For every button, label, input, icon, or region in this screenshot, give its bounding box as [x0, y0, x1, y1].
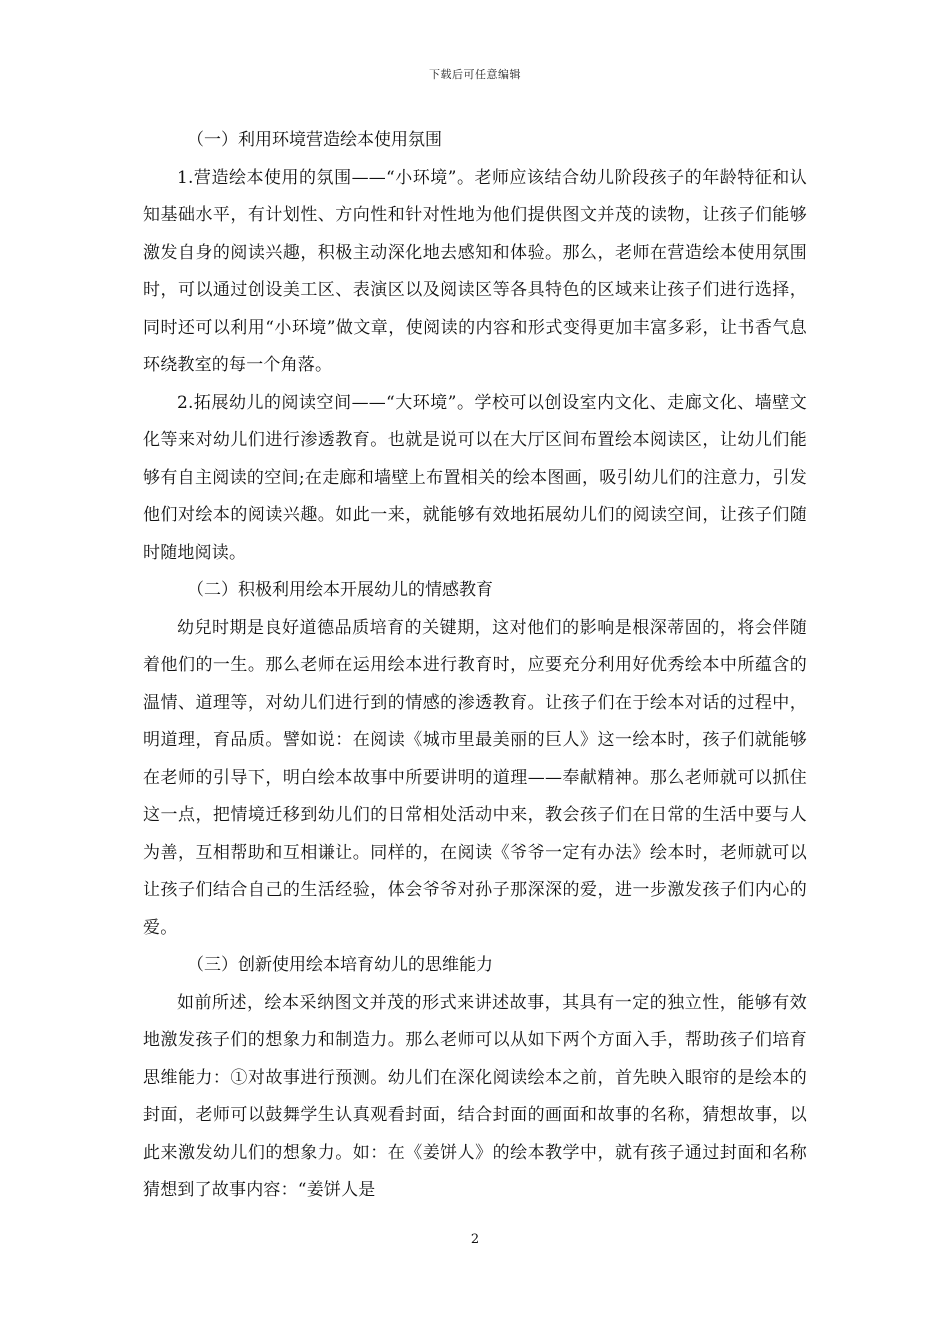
paragraph-1: 1.营造绘本使用的氛围——“小环境”。老师应该结合幼儿阶段孩子的年龄特征和认知基础水平，有计划性、方向性和针对性地为他们提供图文并茂的读物，让孩子们能够激发自身的阅读兴趣，积极主动深化地去感知和体验。那么，老师在营造绘本使用氛围时，可以通过创设美工区、表演区以及阅读区等各具特色的区域来让孩子们进行选择，同时还可以利用“小环境”做文章，使阅读的内容和形式变得更加丰富多彩，让书香气息环绕教室的每一个角落。	[143, 167, 807, 375]
paragraph-4: 如前所述，绘本采纳图文并茂的形式来讲述故事，其具有一定的独立性，能够有效地激发孩子们的想象力和制造力。那么老师可以从如下两个方面入手，帮助孩子们培育思维能力：①对故事进行预测。幼儿们在深化阅读绘本之前，首先映入眼帘的是绘本的封面，老师可以鼓舞学生认真观看封面，结合封面的画面和故事的名称，猜想故事，以此来激发幼儿们的想象力。如：在《姜饼人》的绘本教学中，就有孩子通过封面和名称猜想到了故事内容：“姜饼人是	[143, 992, 807, 1200]
page-header: 下载后可任意编辑	[429, 68, 521, 81]
paragraph-2: 2.拓展幼儿的阅读空间——“大环境”。学校可以创设室内文化、走廊文化、墙壁文化等来对幼儿们进行渗透教育。也就是说可以在大厅区间布置绘本阅读区，让幼儿们能够有自主阅读的空间;在走廊和墙壁上布置相关的绘本图画，吸引幼儿们的注意力，引发他们对绘本的阅读兴趣。如此一来，就能够有效地拓展幼儿们的阅读空间，让孩子们随时随地阅读。	[143, 392, 807, 563]
document-body	[143, 122, 807, 1210]
section-heading-2: （二）积极利用绘本开展幼儿的情感教育	[187, 580, 493, 600]
section-heading-1: （一）利用环境营造绘本使用氛围	[187, 130, 442, 150]
paragraph-3: 幼兒时期是良好道德品质培育的关键期，这对他们的影响是根深蒂固的，将会伴随着他们的一生。那么老师在运用绘本进行教育时，应要充分利用好优秀绘本中所蕴含的温情、道理等，对幼儿们进行到的情感的渗透教育。让孩子们在于绘本对话的过程中，明道理，育品质。譬如说：在阅读《城市里最美丽的巨人》这一绘本时，孩子们就能够在老师的引导下，明白绘本故事中所要讲明的道理——奉献精神。那么老师就可以抓住这一点，把情境迁移到幼儿们的日常相处活动中来，教会孩子们在日常的生活中要与人为善，互相帮助和互相谦让。同样的，在阅读《爷爷一定有办法》绘本时，老师就可以让孩子们结合自己的生活经验，体会爷爷对孙子那深深的爱，进一步激发孩子们内心的爱。	[143, 617, 807, 938]
page-number: 2	[470, 1232, 480, 1247]
section-heading-3: （三）创新使用绘本培育幼儿的思维能力	[187, 955, 493, 975]
